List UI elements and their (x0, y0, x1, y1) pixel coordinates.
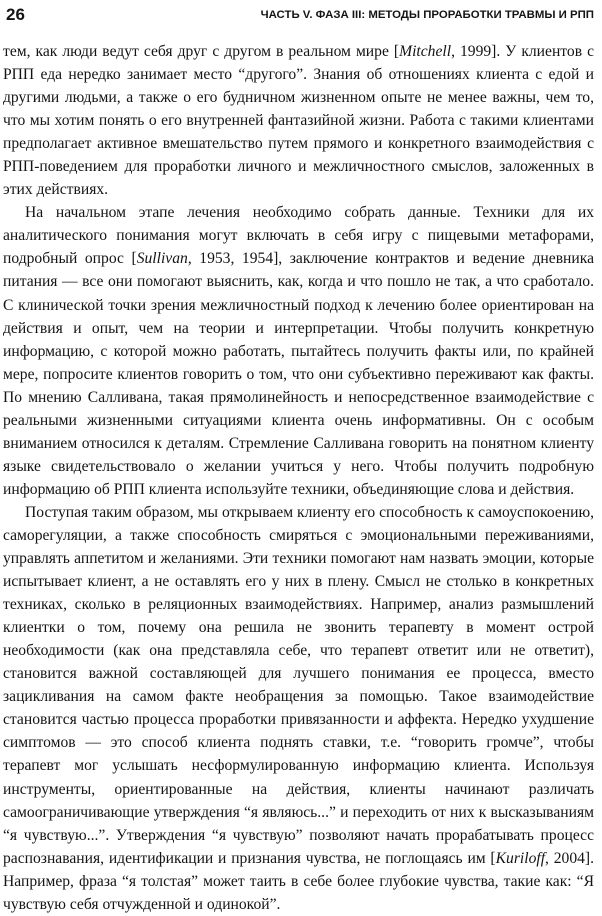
text-run: , 1999]. У клиентов с РПП еда нередко занимает место “другого”. Знания об отношениях клиента с едой и другими людьми, а также о его будничном жизненном опыте не менее важны, чем то, что мы хотим понять о его внутренней фантазийной жизни. Работа с такими клиентами предполагает активное вмешательство путем прямого и конкретного взаимодействия с РПП-поведением для проработки личного и межличностного смыслов, заложенных в этих действиях. (3, 43, 594, 199)
body-text (3, 40, 594, 916)
citation-author: Sullivan (136, 250, 188, 268)
text-run: , 2004]. Например, фраза “я толстая” может таить в себе более глубокие чувства, такие как: “Я чувствую себя отчужденной и одинокой”. (3, 849, 595, 913)
paragraph (3, 40, 594, 201)
text-run: тем, как люди ведут себя друг с другом в реальном мире [ (3, 43, 400, 60)
citation-author: Kuriloff (495, 849, 546, 867)
text-run: , 1953, 1954], заключение контрактов и ведение дневника питания — все они помогают выяснить, как, когда и что пошло не так, а что сработало. С клинической точки зрения межличностный подход к лечению более ориентирован на действия и опыт, чем на теории и интерпретации. Чтобы получить конкретную информацию, с которой можно работать, пытайтесь получить факты или, по крайней мере, попросите клиентов говорить о том, что они субъективно переживают как факты. По мнению Салливана, такая прямолинейность и непосредственное взаимодействие с реальными жизненными ситуациями клиента очень информативны. Он с особым вниманием относился к деталям. Стремление Салливана говорить на понятном клиенту языке свидетельствовало о желании учиться у него. Чтобы получить подробную информацию об РПП клиента используйте техники, объединяющие слова и действия. (3, 250, 595, 498)
running-head: ЧАСТЬ V. ФАЗА III: МЕТОДЫ ПРОРАБОТКИ ТРАВМЫ И РПП (260, 9, 594, 21)
page-header (6, 4, 594, 28)
text-run: На начальном этапе лечения необходимо собрать данные. Техники для их аналитического понимания могут включать в себя игру с пищевыми метафорами, подробный опрос [ (3, 204, 594, 268)
paragraph (3, 201, 594, 501)
citation-author: Mitchell (399, 43, 452, 60)
paragraph (3, 501, 594, 916)
text-run: Поступая таким образом, мы открываем клиенту его способность к самоуспокоению, саморегуляции, а также способность смиряться с эмоциональными переживаниями, управлять аппетитом и желаниями. Эти техники помогают нам назвать эмоции, которые испытывает клиент, а не оставлять его у них в плену. Смысл не столько в конкретных техниках, сколько в реляционных взаимодействиях. Например, анализ размышлений клиентки о том, почему она решила не звонить терапевту в момент острой необходимости (как она представляла себе, что терапевт ответит или не ответит), становится важной составляющей для лучшего понимания ее процесса, вместо зацикливания на самом факте необращения за помощью. Такое взаимодействие становится частью процесса проработки привязанности и аффекта. Нередко ухудшение симптомов — это способ клиента поднять ставки, т.е. “говорить громче”, чтобы терапевт мог услышать несформулированную информацию клиента. Используя инструменты, ориентированные на действия, клиенты начинают различать самоограничивающие утверждения “я являюсь...” и переходить от них к высказываниям “я чувствую...”. Утверждения “я чувствую” позволяют начать прорабатывать процесс распознавания, идентификации и признания чувства, не поглощаясь им [ (3, 503, 594, 867)
page-number: 26 (6, 5, 25, 24)
